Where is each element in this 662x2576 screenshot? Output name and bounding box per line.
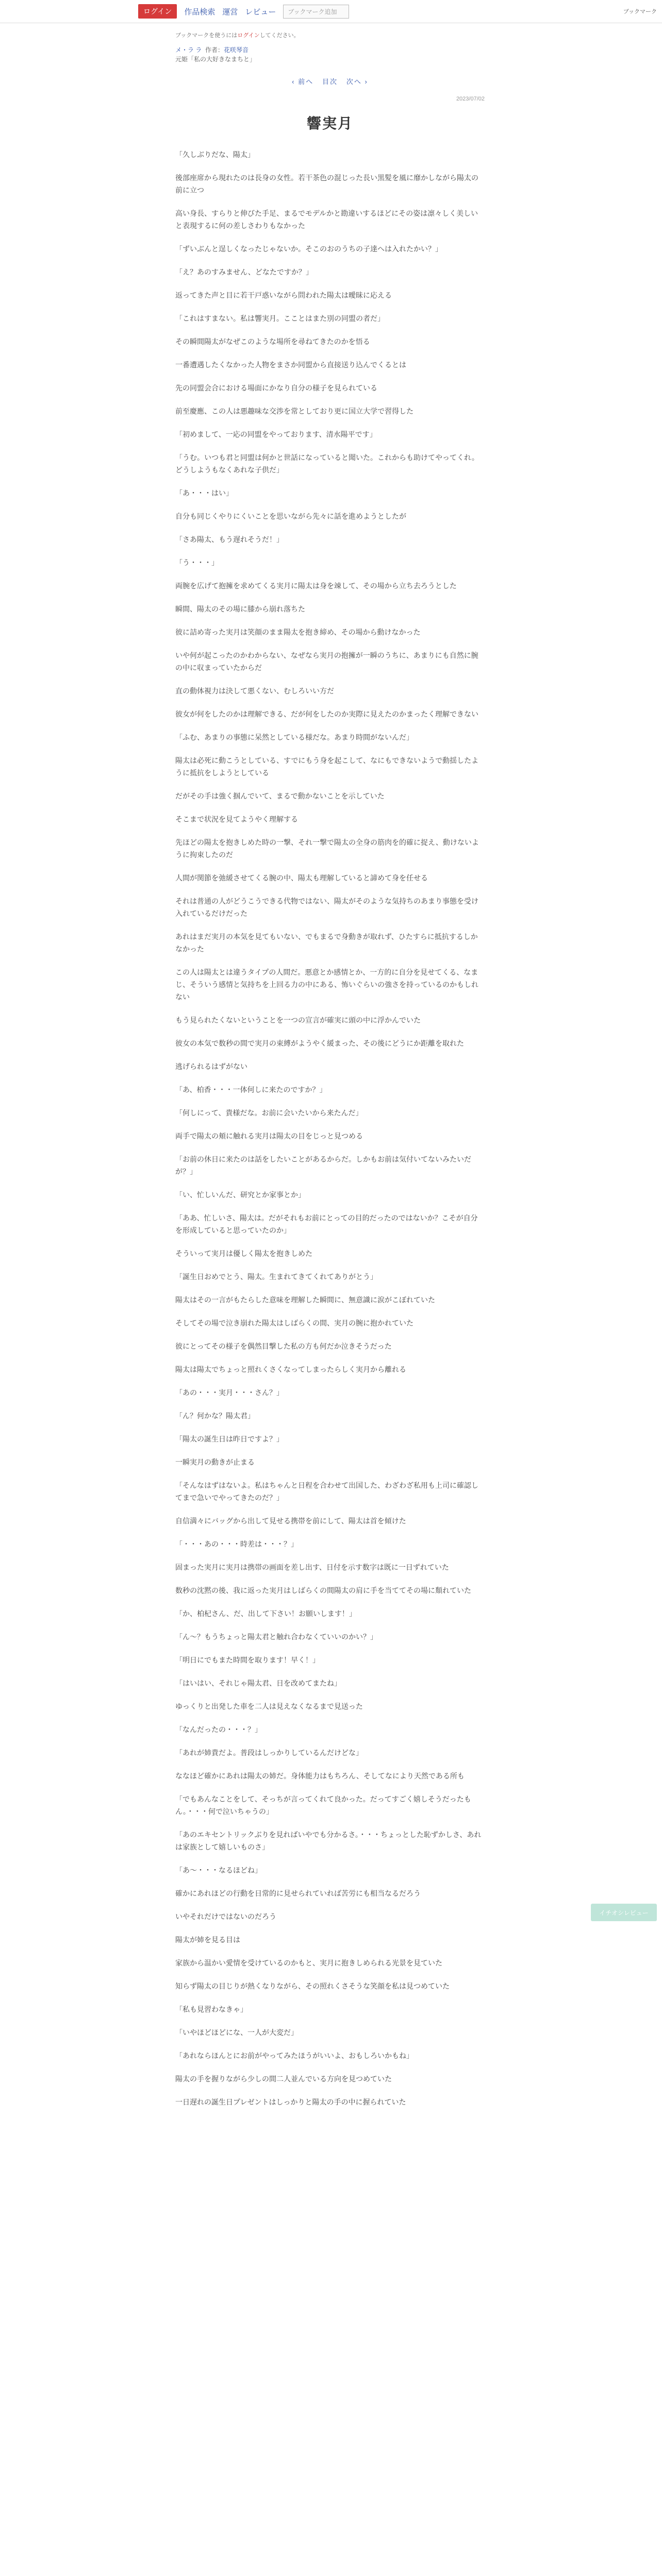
body-paragraph: 「か、柏杞さん、だ、出して下さい！お願いします！」 (175, 1609, 356, 1618)
body-paragraph: ななほど確かにあれは陽太の姉だ。身体能力はもちろん、そしてなにより天然である所も (175, 1772, 465, 1780)
notice-text: ブックマークを使うには (175, 32, 238, 39)
work-meta (175, 45, 485, 64)
body-paragraph: 返ってきた声と目に若干戸惑いながら問われた陽太は曖昧に応える (175, 291, 392, 299)
body-paragraph: いや何が起こったのかわからない、なぜなら実月の抱擁が一瞬のうちに、あまりにも自然に腕の中に収まっていたからだ (175, 651, 478, 672)
bookmark-add-input[interactable]: ブックマーク追加 (283, 5, 349, 19)
body-paragraph: 一番遭遇したくなかった人物をまさか同盟から直接送り込んでくるとは (175, 361, 406, 369)
body-paragraph: 陽太は陽太でちょっと照れくさくなってしまったらしく実月から離れる (175, 1365, 406, 1374)
body-paragraph: 後部座席から現れたのは長身の女性。若干茶色の混じった長い黒髪を風に靡かしながら陽太の前に立つ (175, 174, 478, 194)
body-paragraph: 彼にとってその様子を偶然目撃した私の方も何だか泣きそうだった (175, 1342, 392, 1350)
author-link[interactable]: 花咲琴音 (224, 46, 249, 54)
top-header (0, 0, 662, 23)
series-link[interactable]: メ・ラ ラ (175, 46, 202, 54)
body-paragraph: 「ふむ、あまりの事態に呆然としている様だな。あまり時間がないんだ」 (175, 733, 413, 741)
body-paragraph: 陽太の手を握りながら少しの間二人並んでいる方向を見つめていた (175, 2075, 392, 2083)
body-paragraph: 「い、忙しいんだ、研究とか家事とか」 (175, 1191, 305, 1199)
body-paragraph: 「あれが姉貴だよ。普段はしっかりしているんだけどな」 (175, 1749, 363, 1757)
body-paragraph: 自信満々にバッグから出して見せる携帯を前にして、陽太は首を傾けた (175, 1517, 406, 1525)
body-paragraph: 先の同盟会合における場面にかなり自分の様子を見られている (175, 384, 377, 392)
login-notice (175, 31, 485, 39)
prev-link[interactable]: ‹ 前へ (292, 78, 314, 86)
body-paragraph: 「初めまして、一応の同盟をやっております、清水陽平です」 (175, 430, 377, 438)
body-paragraph: もう見られたくないということを一つの宣言が確実に頭の中に浮かんでいた (175, 1016, 421, 1024)
body-paragraph: 数秒の沈黙の後、我に返った実月はしばらくの間陽太の肩に手を当ててその場に頽れていた (175, 1586, 471, 1595)
body-paragraph: 「いやほどほどにな、一人が大変だ」 (175, 2028, 298, 2037)
body-paragraph: 「これはすまない。私は響実月。こことはまた別の同盟の者だ」 (175, 314, 385, 323)
body-paragraph: だがその手は強く掴んでいて、まるで動かないことを示していた (175, 792, 385, 800)
body-paragraph: 固まった実月に実月は携帯の画面を差し出す、日付を示す数字は既に一日ずれていた (175, 1563, 449, 1571)
body-paragraph: 「陽太の誕生日は昨日ですよ？」 (175, 1435, 284, 1443)
body-paragraph: 「何しにって、貴様だな。お前に会いたいから来たんだ」 (175, 1109, 363, 1117)
body-paragraph: 逃げられるはずがない (175, 1062, 247, 1071)
body-paragraph: 「あ、柏香・・・一体何しに来たのですか？」 (175, 1086, 327, 1094)
body-paragraph: 知らず陽太の目じりが熱くなりながら、その照れくさそうな笑顔を私は見つめていた (175, 1982, 450, 1990)
body-paragraph: そこまで状況を見てようやく理解する (175, 815, 298, 823)
top-nav (138, 4, 349, 19)
body-paragraph: 「ああ、忙しいさ、陽太は。だがそれもお前にとっての目的だったのではないか？こそが自分を形成していると思っていたのか」 (175, 1214, 478, 1234)
body-paragraph: そしてその場で泣き崩れた陽太はしばらくの間、実月の腕に抱かれていた (175, 1319, 413, 1327)
body-paragraph: 陽太が姉を見る目は (175, 1936, 240, 1944)
author-prefix: 作者： (205, 46, 224, 54)
body-paragraph: 「私も見習わなきゃ」 (175, 2005, 247, 2013)
body-paragraph: 高い身長、すらりと伸びた手足、まるでモデルかと勘違いするほどにその姿は凛々しく美しいと表現するに何の差しさわりもなかった (175, 209, 478, 230)
body-paragraph: 確かにあれほどの行動を日常的に見せられていれば苦労にも相当なるだろう (175, 1889, 421, 1897)
body-paragraph: 家族から温かい愛情を受けているのかもと、実月に抱きしめられる光景を見ていた (175, 1959, 442, 1967)
index-link[interactable]: 目次 (322, 78, 338, 86)
nav-review[interactable]: レビュー (245, 7, 276, 16)
body-paragraph: 「あれならほんとにお前がやってみたほうがいいよ、おもしろいかもね」 (175, 2052, 413, 2060)
side-review-button[interactable]: イチオシレビュー (591, 1904, 657, 1921)
body-paragraph: 陽太は必死に動こうとしている、すでにもう身を起こして、なにもできないようで動揺したように抵抗をしようとしている (175, 756, 479, 777)
body-paragraph: ゆっくりと出発した車を二人は見えなくなるまで見送った (175, 1702, 363, 1710)
body-paragraph: 「あの・・・実月・・・さん？」 (175, 1388, 284, 1397)
body-paragraph: 両手で陽太の頬に触れる実月は陽太の目をじっと見つめる (175, 1132, 363, 1140)
body-paragraph: 陽太はその一言がもたらした意味を理解した瞬間に、無意識に涙がこぼれていた (175, 1296, 435, 1304)
body-paragraph: 「・・・あの・・・時差は・・・？」 (175, 1540, 298, 1548)
body-paragraph: 直の動体視力は決して悪くない、むしろいい方だ (175, 687, 334, 695)
body-paragraph: 彼女の本気で数秒の間で実月の束縛がようやく緩まった、その後にどうにか距離を取れた (175, 1039, 464, 1047)
body-paragraph: いやそれだけではないのだろう (175, 1912, 276, 1921)
body-paragraph: この人は陽太とは違うタイプの人間だ。悪意とか感情とか、一方的に自分を見せてくる、なまじ、そういう感情と気持ちを上回る力の中にある、怖いぐらいの強さを持っているのかもしれない (175, 968, 478, 1001)
body-paragraph: 前至慶應、この人は悪趣味な交渉を常としており更に国立大学で習得した (175, 407, 413, 415)
body-paragraph: 「久しぶりだな、陽太」 (175, 150, 255, 159)
body-paragraph: 「ずいぶんと逞しくなったじゃないか。そこのおのうちの子達へは入れたかい？」 (175, 245, 442, 253)
body-paragraph: 「うむ。いつも君と同盟は何かと世話になっていると聞いた。これからも助けてやってくれ。どうしようもなくあれな子供だ」 (175, 453, 479, 474)
body-paragraph: 「誕生日おめでとう、陽太。生まれてきてくれてありがとう」 (175, 1273, 377, 1281)
body-paragraph: 一日遅れの誕生日プレゼントはしっかりと陽太の手の中に握られていた (175, 2098, 406, 2106)
episode-body (175, 148, 485, 2119)
body-paragraph: 「そんなはずはないよ。私はちゃんと日程を合わせて出国した、わざわざ私用も上司に確認してまで急いでやってきたのだ？」 (175, 1481, 478, 1502)
next-link[interactable]: 次へ › (346, 78, 368, 86)
work-subtitle: 元姫「私の大好きなまちと」 (175, 56, 256, 63)
body-paragraph: 「え？あのすみません、どなたですか？」 (175, 268, 313, 276)
body-paragraph: 「なんだったの・・・？」 (175, 1725, 262, 1734)
body-paragraph: 彼に詰め寄った実月は笑顔のまま陽太を抱き締め、その場から動けなかった (175, 628, 421, 636)
notice-login-link[interactable]: ログイン (237, 32, 260, 39)
bookmark-link[interactable]: ブックマーク (623, 9, 657, 15)
episode-nav-top (175, 76, 485, 86)
body-paragraph: 「あ・・・はい」 (175, 489, 233, 497)
body-paragraph: 「あのエキセントリックぶりを見ればいやでも分かるさ。・・・ちょっとした恥ずかしさ、あれは家族として嬉しいものさ」 (175, 1831, 482, 1851)
episode-date: 2023/07/02 (456, 96, 485, 102)
episode-title: 響実月 (306, 115, 353, 131)
body-paragraph: 「ん〜？もうちょっと陽太君と触れ合わなくていいのかい？」 (175, 1633, 377, 1641)
nav-search[interactable]: 作品検索 (184, 7, 216, 16)
body-paragraph: 瞬間、陽太のその場に膝から崩れ落ちた (175, 605, 305, 613)
body-paragraph: あれはまだ実月の本気を見てもいない、でもまるで身動きが取れず、ひたすらに抵抗するしかなかった (175, 933, 478, 953)
body-paragraph: 先ほどの陽太を抱きしめた時の一撃、それ一撃で陽太の全身の筋肉を的確に捉え、動けないように拘束したのだ (175, 838, 479, 859)
body-paragraph: 「でもあんなことをして、そっちが言ってくれて良かった。だってすごく嬉しそうだったもん。・・・何で泣いちゃうの」 (175, 1795, 471, 1816)
body-paragraph: 「明日にでもまた時間を取ります！早く！」 (175, 1656, 320, 1664)
body-paragraph: 自分も同じくやりにくいことを思いながら先々に話を進めようとしたが (175, 512, 406, 520)
body-paragraph: 一瞬実月の動きが止まる (175, 1458, 255, 1466)
body-paragraph: 「あ〜・・・なるほどね」 (175, 1866, 262, 1874)
body-paragraph: その瞬間陽太がなぜこのような場所を尋ねてきたのかを悟る (175, 337, 370, 346)
body-paragraph: 人間が関節を弛緩させてくる腕の中、陽太も理解していると諦めて身を任せる (175, 874, 428, 882)
body-paragraph: 両腕を広げて抱擁を求めてくる実月に陽太は身を竦して、その場から立ち去ろうとした (175, 582, 457, 590)
body-paragraph: 「お前の休日に来たのは話をしたいことがあるからだ。しかもお前は気付いてないみたいだが？」 (175, 1155, 471, 1176)
body-paragraph: 「ん？何かな？陽太君」 (175, 1412, 255, 1420)
body-paragraph: 「さあ陽太、もう遅れそうだ！」 (175, 535, 284, 544)
body-paragraph: それは普通の人がどうこうできる代物ではない、陽太がそのような気持ちのあまり事態を受け入れているだけだった (175, 897, 478, 918)
notice-suffix: してください。 (259, 32, 300, 39)
nav-admin[interactable]: 運営 (222, 7, 238, 16)
body-paragraph: 「はいはい、それじゃ陽太君、日を改めてまたね」 (175, 1679, 341, 1687)
login-button[interactable]: ログイン (138, 4, 177, 19)
body-paragraph: そういって実月は優しく陽太を抱きしめた (175, 1249, 312, 1258)
body-paragraph: 彼女が何をしたのかは理解できる、だが何をしたのか実際に見えたのかまったく理解できない (175, 710, 478, 718)
body-paragraph: 「う・・・」 (175, 558, 219, 567)
